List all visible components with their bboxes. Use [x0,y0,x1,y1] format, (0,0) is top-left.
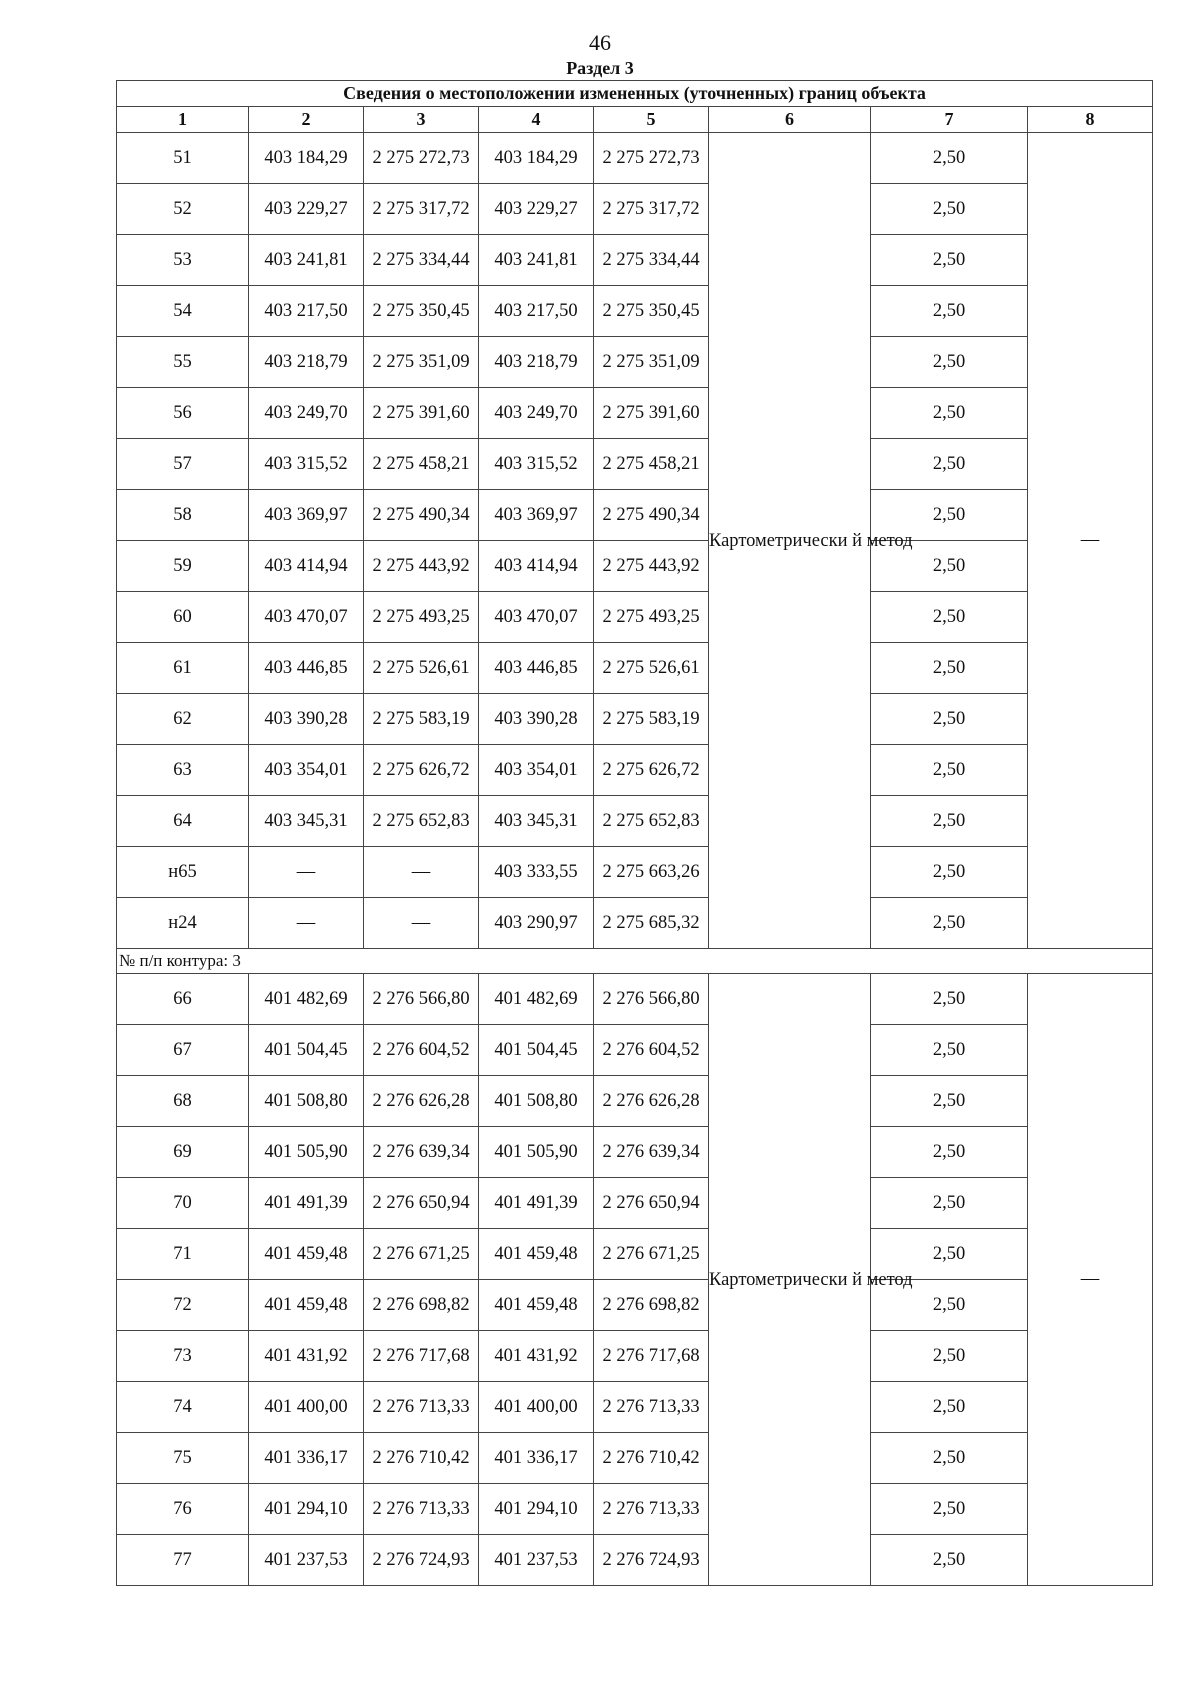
x-coordinate-new: 401 505,90 [479,1127,594,1178]
column-number: 3 [364,107,479,133]
column-number: 7 [871,107,1028,133]
x-coordinate: 403 414,94 [249,541,364,592]
column-number: 8 [1028,107,1153,133]
x-coordinate: 401 482,69 [249,974,364,1025]
table-row [117,541,1153,592]
x-coordinate: 401 459,48 [249,1280,364,1331]
x-coordinate: 401 491,39 [249,1178,364,1229]
y-coordinate: 2 275 272,73 [364,133,479,184]
x-coordinate-new: 401 504,45 [479,1025,594,1076]
x-coordinate-new: 401 400,00 [479,1382,594,1433]
x-coordinate-new: 403 290,97 [479,898,594,949]
table-row [117,694,1153,745]
column-number: 6 [709,107,871,133]
y-coordinate: 2 275 334,44 [364,235,479,286]
table-row [117,796,1153,847]
y-coordinate: 2 276 698,82 [364,1280,479,1331]
error-value: 2,50 [871,974,1028,1025]
error-value: 2,50 [871,592,1028,643]
table-title: Сведения о местоположении измененных (уточненных) границ объекта [117,81,1153,107]
table-row [117,133,1153,184]
table-row [117,1280,1153,1331]
x-coordinate-new: 403 184,29 [479,133,594,184]
point-number: н24 [117,898,249,949]
y-coordinate: 2 276 604,52 [364,1025,479,1076]
table-row [117,1025,1153,1076]
table-row [117,1484,1153,1535]
y-coordinate-new: 2 275 685,32 [594,898,709,949]
error-value: 2,50 [871,388,1028,439]
y-coordinate: 2 275 317,72 [364,184,479,235]
point-number: 71 [117,1229,249,1280]
y-coordinate-new: 2 275 317,72 [594,184,709,235]
y-coordinate-new: 2 276 626,28 [594,1076,709,1127]
table-row [117,286,1153,337]
y-coordinate-new: 2 276 698,82 [594,1280,709,1331]
table-row [117,439,1153,490]
error-value: 2,50 [871,1076,1028,1127]
point-number: 52 [117,184,249,235]
method-cell: Картометрически й метод [709,974,871,1586]
x-coordinate-new: 403 315,52 [479,439,594,490]
table-row [117,643,1153,694]
x-coordinate: 403 369,97 [249,490,364,541]
x-coordinate: 401 400,00 [249,1382,364,1433]
y-coordinate-new: 2 276 724,93 [594,1535,709,1586]
x-coordinate-new: 401 491,39 [479,1178,594,1229]
column-number: 1 [117,107,249,133]
x-coordinate-new: 401 482,69 [479,974,594,1025]
x-coordinate: — [249,898,364,949]
x-coordinate: 403 354,01 [249,745,364,796]
point-number: 72 [117,1280,249,1331]
y-coordinate-new: 2 275 443,92 [594,541,709,592]
x-coordinate-new: 403 241,81 [479,235,594,286]
error-value: 2,50 [871,796,1028,847]
y-coordinate-new: 2 276 713,33 [594,1382,709,1433]
y-coordinate: 2 275 391,60 [364,388,479,439]
error-value: 2,50 [871,745,1028,796]
point-number: 70 [117,1178,249,1229]
point-number: 69 [117,1127,249,1178]
table-row [117,1127,1153,1178]
x-coordinate: 403 446,85 [249,643,364,694]
error-value: 2,50 [871,184,1028,235]
y-coordinate: 2 276 650,94 [364,1178,479,1229]
x-coordinate-new: 401 294,10 [479,1484,594,1535]
y-coordinate-new: 2 276 650,94 [594,1178,709,1229]
x-coordinate: 401 237,53 [249,1535,364,1586]
y-coordinate-new: 2 275 391,60 [594,388,709,439]
x-coordinate-new: 401 508,80 [479,1076,594,1127]
point-number: н65 [117,847,249,898]
point-number: 55 [117,337,249,388]
y-coordinate-new: 2 276 713,33 [594,1484,709,1535]
x-coordinate-new: 403 470,07 [479,592,594,643]
y-coordinate: — [364,898,479,949]
point-number: 62 [117,694,249,745]
point-number: 59 [117,541,249,592]
point-number: 64 [117,796,249,847]
table-row [117,745,1153,796]
contour-label: № п/п контура: 3 [117,949,1153,974]
x-coordinate-new: 403 229,27 [479,184,594,235]
column-number: 2 [249,107,364,133]
y-coordinate: 2 275 458,21 [364,439,479,490]
column-8-cell: — [1028,974,1153,1586]
y-coordinate: 2 275 493,25 [364,592,479,643]
y-coordinate-new: 2 275 652,83 [594,796,709,847]
y-coordinate: 2 275 626,72 [364,745,479,796]
point-number: 57 [117,439,249,490]
x-coordinate: 403 184,29 [249,133,364,184]
table-row [117,592,1153,643]
y-coordinate-new: 2 276 604,52 [594,1025,709,1076]
table-row [117,1076,1153,1127]
y-coordinate-new: 2 275 583,19 [594,694,709,745]
table-row [117,1433,1153,1484]
y-coordinate-new: 2 275 626,72 [594,745,709,796]
point-number: 66 [117,974,249,1025]
x-coordinate-new: 403 354,01 [479,745,594,796]
error-value: 2,50 [871,1229,1028,1280]
y-coordinate: 2 276 626,28 [364,1076,479,1127]
y-coordinate: 2 275 583,19 [364,694,479,745]
table-row [117,184,1153,235]
x-coordinate: 401 431,92 [249,1331,364,1382]
y-coordinate-new: 2 275 334,44 [594,235,709,286]
error-value: 2,50 [871,439,1028,490]
point-number: 61 [117,643,249,694]
error-value: 2,50 [871,847,1028,898]
y-coordinate: 2 276 566,80 [364,974,479,1025]
table-row [117,490,1153,541]
table-row [117,1331,1153,1382]
y-coordinate: 2 276 717,68 [364,1331,479,1382]
y-coordinate: 2 276 710,42 [364,1433,479,1484]
page-number: 46 [589,30,611,55]
x-coordinate: 401 336,17 [249,1433,364,1484]
section-title: Раздел 3 [566,58,634,78]
boundary-table [116,80,1153,1586]
x-coordinate-new: 403 218,79 [479,337,594,388]
x-coordinate-new: 403 414,94 [479,541,594,592]
y-coordinate: 2 275 443,92 [364,541,479,592]
y-coordinate-new: 2 275 272,73 [594,133,709,184]
point-number: 73 [117,1331,249,1382]
point-number: 74 [117,1382,249,1433]
error-value: 2,50 [871,643,1028,694]
y-coordinate-new: 2 275 350,45 [594,286,709,337]
table-row [117,337,1153,388]
x-coordinate: 401 504,45 [249,1025,364,1076]
x-coordinate: 401 294,10 [249,1484,364,1535]
error-value: 2,50 [871,133,1028,184]
x-coordinate: 401 508,80 [249,1076,364,1127]
x-coordinate: 403 470,07 [249,592,364,643]
x-coordinate-new: 403 390,28 [479,694,594,745]
y-coordinate: 2 275 351,09 [364,337,479,388]
point-number: 75 [117,1433,249,1484]
y-coordinate: 2 276 713,33 [364,1382,479,1433]
x-coordinate-new: 403 446,85 [479,643,594,694]
x-coordinate: 403 249,70 [249,388,364,439]
x-coordinate-new: 401 237,53 [479,1535,594,1586]
error-value: 2,50 [871,1127,1028,1178]
error-value: 2,50 [871,286,1028,337]
table-row [117,847,1153,898]
x-coordinate-new: 401 459,48 [479,1229,594,1280]
column-8-cell: — [1028,133,1153,949]
y-coordinate-new: 2 275 663,26 [594,847,709,898]
column-number-row [117,107,1153,133]
error-value: 2,50 [871,1280,1028,1331]
x-coordinate: 401 505,90 [249,1127,364,1178]
y-coordinate-new: 2 275 490,34 [594,490,709,541]
error-value: 2,50 [871,1535,1028,1586]
x-coordinate: 401 459,48 [249,1229,364,1280]
error-value: 2,50 [871,1382,1028,1433]
y-coordinate: 2 275 652,83 [364,796,479,847]
y-coordinate: 2 276 724,93 [364,1535,479,1586]
x-coordinate-new: 403 249,70 [479,388,594,439]
point-number: 68 [117,1076,249,1127]
y-coordinate: 2 276 639,34 [364,1127,479,1178]
y-coordinate-new: 2 275 458,21 [594,439,709,490]
x-coordinate: 403 217,50 [249,286,364,337]
x-coordinate: 403 345,31 [249,796,364,847]
point-number: 60 [117,592,249,643]
x-coordinate: 403 229,27 [249,184,364,235]
y-coordinate-new: 2 276 671,25 [594,1229,709,1280]
x-coordinate-new: 401 336,17 [479,1433,594,1484]
column-number: 5 [594,107,709,133]
y-coordinate-new: 2 276 710,42 [594,1433,709,1484]
error-value: 2,50 [871,1484,1028,1535]
error-value: 2,50 [871,1331,1028,1382]
table-row [117,1229,1153,1280]
point-number: 54 [117,286,249,337]
point-number: 58 [117,490,249,541]
y-coordinate: 2 275 350,45 [364,286,479,337]
point-number: 56 [117,388,249,439]
x-coordinate: 403 315,52 [249,439,364,490]
error-value: 2,50 [871,541,1028,592]
x-coordinate-new: 401 459,48 [479,1280,594,1331]
x-coordinate-new: 403 369,97 [479,490,594,541]
table-row [117,235,1153,286]
point-number: 63 [117,745,249,796]
x-coordinate: — [249,847,364,898]
table-row [117,388,1153,439]
point-number: 76 [117,1484,249,1535]
error-value: 2,50 [871,337,1028,388]
point-number: 67 [117,1025,249,1076]
y-coordinate-new: 2 275 493,25 [594,592,709,643]
error-value: 2,50 [871,1025,1028,1076]
y-coordinate: — [364,847,479,898]
table-row [117,898,1153,949]
error-value: 2,50 [871,898,1028,949]
y-coordinate-new: 2 276 639,34 [594,1127,709,1178]
point-number: 77 [117,1535,249,1586]
x-coordinate: 403 390,28 [249,694,364,745]
table-row [117,1382,1153,1433]
error-value: 2,50 [871,235,1028,286]
x-coordinate-new: 403 345,31 [479,796,594,847]
error-value: 2,50 [871,694,1028,745]
table-row [117,974,1153,1025]
error-value: 2,50 [871,490,1028,541]
y-coordinate-new: 2 275 526,61 [594,643,709,694]
method-cell: Картометрически й метод [709,133,871,949]
point-number: 51 [117,133,249,184]
x-coordinate-new: 403 217,50 [479,286,594,337]
y-coordinate: 2 275 490,34 [364,490,479,541]
x-coordinate: 403 218,79 [249,337,364,388]
y-coordinate: 2 276 671,25 [364,1229,479,1280]
table-row [117,1178,1153,1229]
y-coordinate-new: 2 276 717,68 [594,1331,709,1382]
x-coordinate: 403 241,81 [249,235,364,286]
error-value: 2,50 [871,1433,1028,1484]
x-coordinate-new: 403 333,55 [479,847,594,898]
x-coordinate-new: 401 431,92 [479,1331,594,1382]
y-coordinate: 2 275 526,61 [364,643,479,694]
error-value: 2,50 [871,1178,1028,1229]
point-number: 53 [117,235,249,286]
y-coordinate-new: 2 276 566,80 [594,974,709,1025]
y-coordinate: 2 276 713,33 [364,1484,479,1535]
column-number: 4 [479,107,594,133]
y-coordinate-new: 2 275 351,09 [594,337,709,388]
table-row [117,1535,1153,1586]
